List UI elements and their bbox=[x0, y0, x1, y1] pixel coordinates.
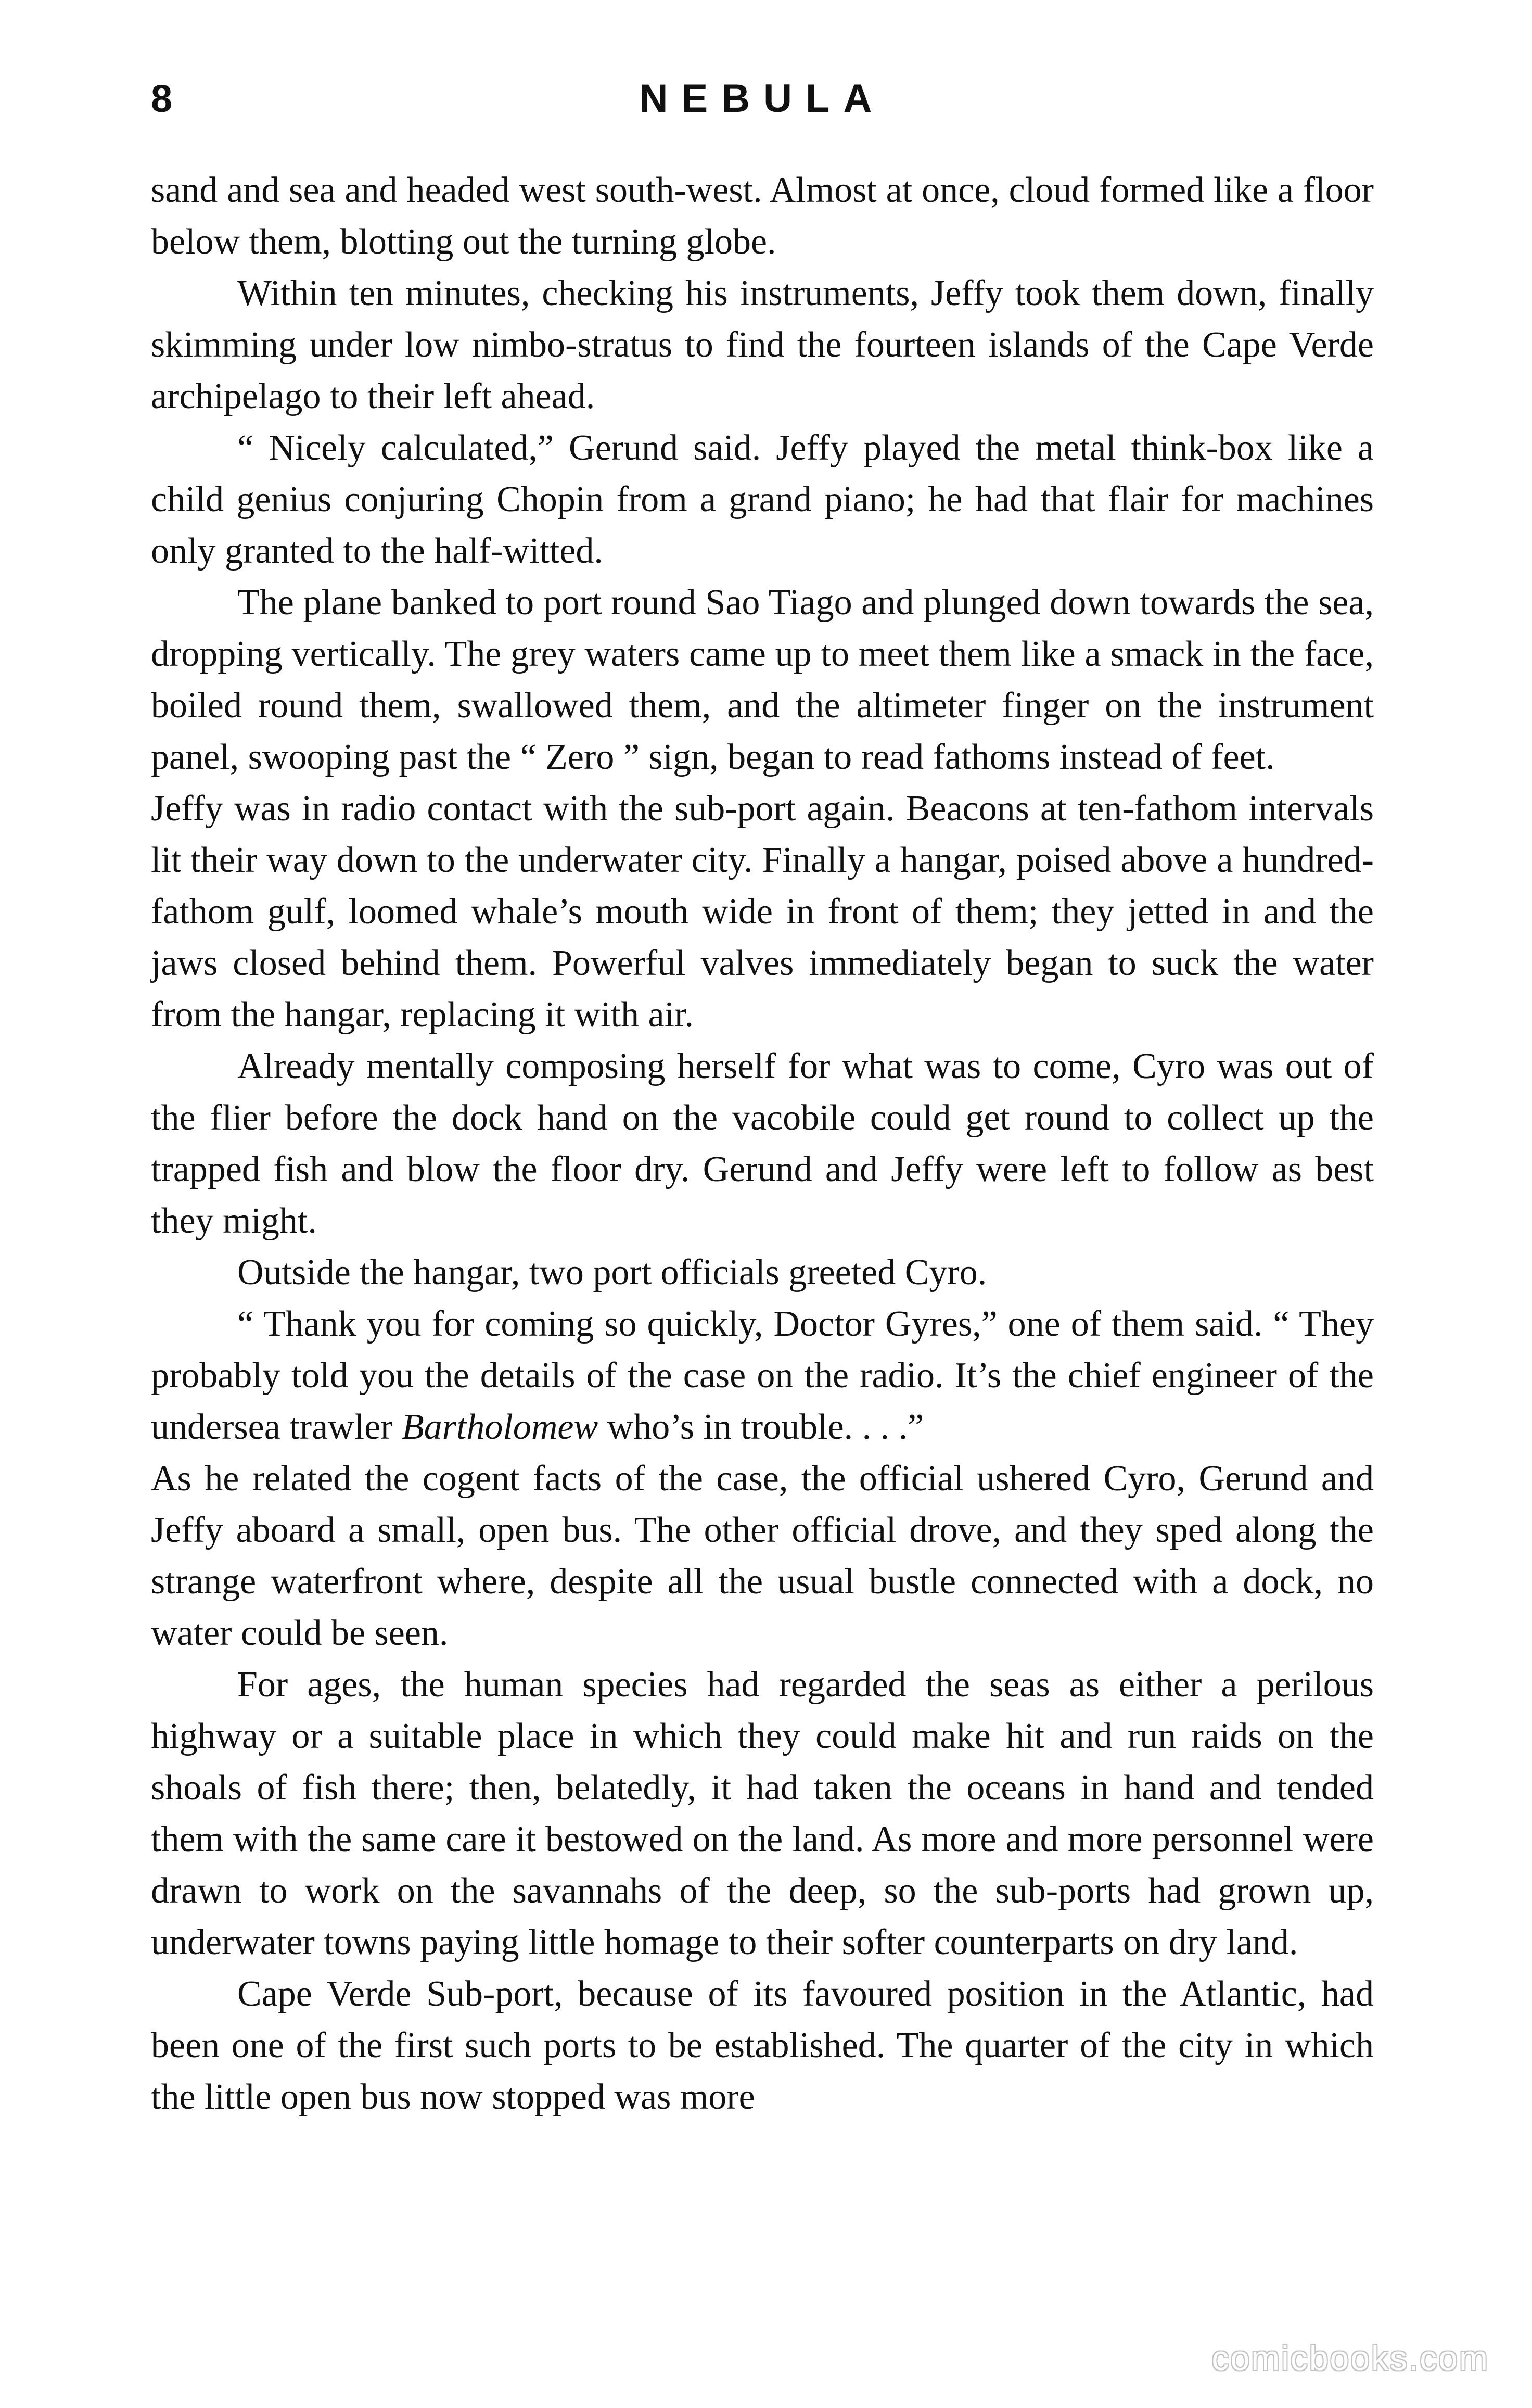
paragraph-6: Already mentally composing herself for what was to come, Cyro was out of the flier before the dock hand on the vacobile could get round to collect up the trapped fish and blow the floor dry. Gerund and Jeffy were left to follow as best they might. bbox=[151, 1046, 1374, 1241]
paragraph-4: The plane banked to port round Sao Tiago and plunged down towards the sea, dropping vertically. The grey waters came up to meet them like a smack in the face, boiled round them, swallowed them, and the altimeter finger on the instrument panel, swooping past the “ Zero ” sign, began to read fathoms instead of feet. bbox=[151, 582, 1374, 777]
paragraph-7: Outside the hangar, two port officials greeted Cyro. bbox=[237, 1252, 987, 1292]
paragraph-11: Cape Verde Sub-port, because of its favoured position in the Atlantic, had been one of the first such ports to be established. The quarter of the city in which the little open bus now stopped was more bbox=[151, 1974, 1374, 2117]
paragraph-8 bbox=[151, 1298, 1374, 1453]
paragraph-2: Within ten minutes, checking his instruments, Jeffy took them down, finally skimming under low nimbo-stratus to find the fourteen islands of the Cape Verde archipelago to their left ahead. bbox=[151, 273, 1374, 416]
paragraph-3: “ Nicely calculated,” Gerund said. Jeffy played the metal think-box like a child genius conjuring Chopin from a grand piano; he had that flair for machines only granted to the half-witted. bbox=[151, 428, 1374, 571]
paragraph-1: sand and sea and headed west south-west. Almost at once, cloud formed like a floor below them, blotting out the turning globe. bbox=[151, 170, 1374, 262]
running-title: NEBULA bbox=[639, 77, 886, 121]
paragraph-8-text-before: “ Thank you for coming so quickly, Doctor Gyres,” one of them said. “ They probably told you the details of the case on the radio. It’s the chief engineer of the undersea trawler bbox=[151, 1304, 1374, 1447]
paragraph-8-text-after: who’s in trouble. . . .” bbox=[598, 1407, 924, 1447]
paragraph-5: Jeffy was in radio contact with the sub-port again. Beacons at ten-fathom intervals lit their way down to the underwater city. Finally a hangar, poised above a hundred-fathom gulf, loomed whale’s mouth wide in front of them; they jetted in and the jaws closed behind them. Powerful valves immediately began to suck the water from the hangar, replacing it with air. bbox=[151, 789, 1374, 1035]
watermark: comicbooks.com bbox=[1211, 2339, 1489, 2377]
ship-name: Bartholomew bbox=[401, 1407, 598, 1447]
paragraph-10: For ages, the human species had regarded the seas as either a perilous highway or a suitable place in which they could make hit and run raids on the shoals of fish there; then, belatedly, it had taken the oceans in hand and tended them with the same care it bestowed on the land. As more and more personnel were drawn to work on the savannahs of the deep, so the sub-ports had grown up, underwater towns paying little homage to their softer counterparts on dry land. bbox=[151, 1665, 1374, 1962]
paragraph-9: As he related the cogent facts of the case, the official ushered Cyro, Gerund and Jeffy aboard a small, open bus. The other official drove, and they sped along the strange waterfront where, despite all the usual bustle connected with a dock, no water could be seen. bbox=[151, 1459, 1374, 1653]
body-text bbox=[151, 164, 1374, 2123]
page-header bbox=[151, 73, 1374, 135]
page-number: 8 bbox=[151, 77, 173, 120]
